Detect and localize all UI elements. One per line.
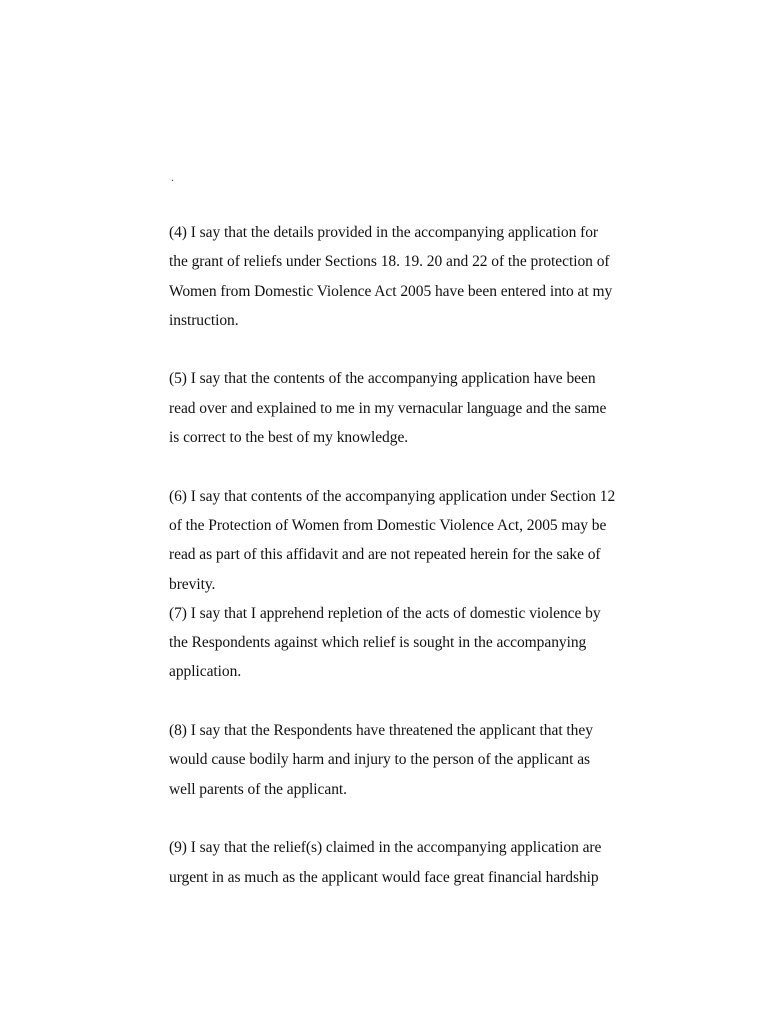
paragraph-line: would cause bodily harm and injury to the person of the applicant as	[169, 751, 591, 769]
paragraph-line: (9) I say that the relief(s) claimed in the accompanying application are	[169, 839, 602, 857]
paragraph-spacer	[169, 452, 649, 481]
affidavit-body	[169, 218, 649, 892]
paragraph-line: the grant of reliefs under Sections 18. 19. 20 and 22 of the protection of	[169, 253, 610, 271]
paragraph-line: read over and explained to me in my vernacular language and the same	[169, 399, 607, 417]
paragraph-line: urgent in as much as the applicant would face great financial hardship	[169, 868, 599, 886]
paragraph-line: application.	[169, 663, 242, 681]
paragraph-line: read as part of this affidavit and are not repeated herein for the sake of	[169, 546, 601, 564]
paragraph-line: brevity.	[169, 575, 216, 593]
stray-mark: .	[171, 170, 174, 184]
paragraph-line: (8) I say that the Respondents have threatened the applicant that they	[169, 722, 593, 740]
paragraph-line: Women from Domestic Violence Act 2005 have been entered into at my	[169, 282, 613, 300]
paragraph-9	[169, 833, 649, 892]
paragraph-line: is correct to the best of my knowledge.	[169, 429, 409, 447]
paragraph-spacer	[169, 335, 649, 364]
paragraph-spacer	[169, 687, 649, 716]
paragraph-5	[169, 364, 649, 452]
paragraph-line: (5) I say that the contents of the accompanying application have been	[169, 370, 596, 388]
paragraph-4	[169, 218, 649, 335]
paragraph-line: (7) I say that I apprehend repletion of the acts of domestic violence by	[169, 604, 601, 622]
paragraph-8	[169, 716, 649, 804]
paragraph-line: the Respondents against which relief is sought in the accompanying	[169, 634, 587, 652]
paragraph-spacer	[169, 804, 649, 833]
paragraph-7	[169, 599, 649, 687]
paragraph-line: well parents of the applicant.	[169, 780, 347, 798]
paragraph-line: instruction.	[169, 311, 239, 329]
paragraph-line: of the Protection of Women from Domestic Violence Act, 2005 may be	[169, 516, 607, 534]
paragraph-6	[169, 482, 649, 599]
paragraph-line: (6) I say that contents of the accompanying application under Section 12	[169, 487, 616, 505]
paragraph-line: (4) I say that the details provided in the accompanying application for	[169, 224, 599, 241]
